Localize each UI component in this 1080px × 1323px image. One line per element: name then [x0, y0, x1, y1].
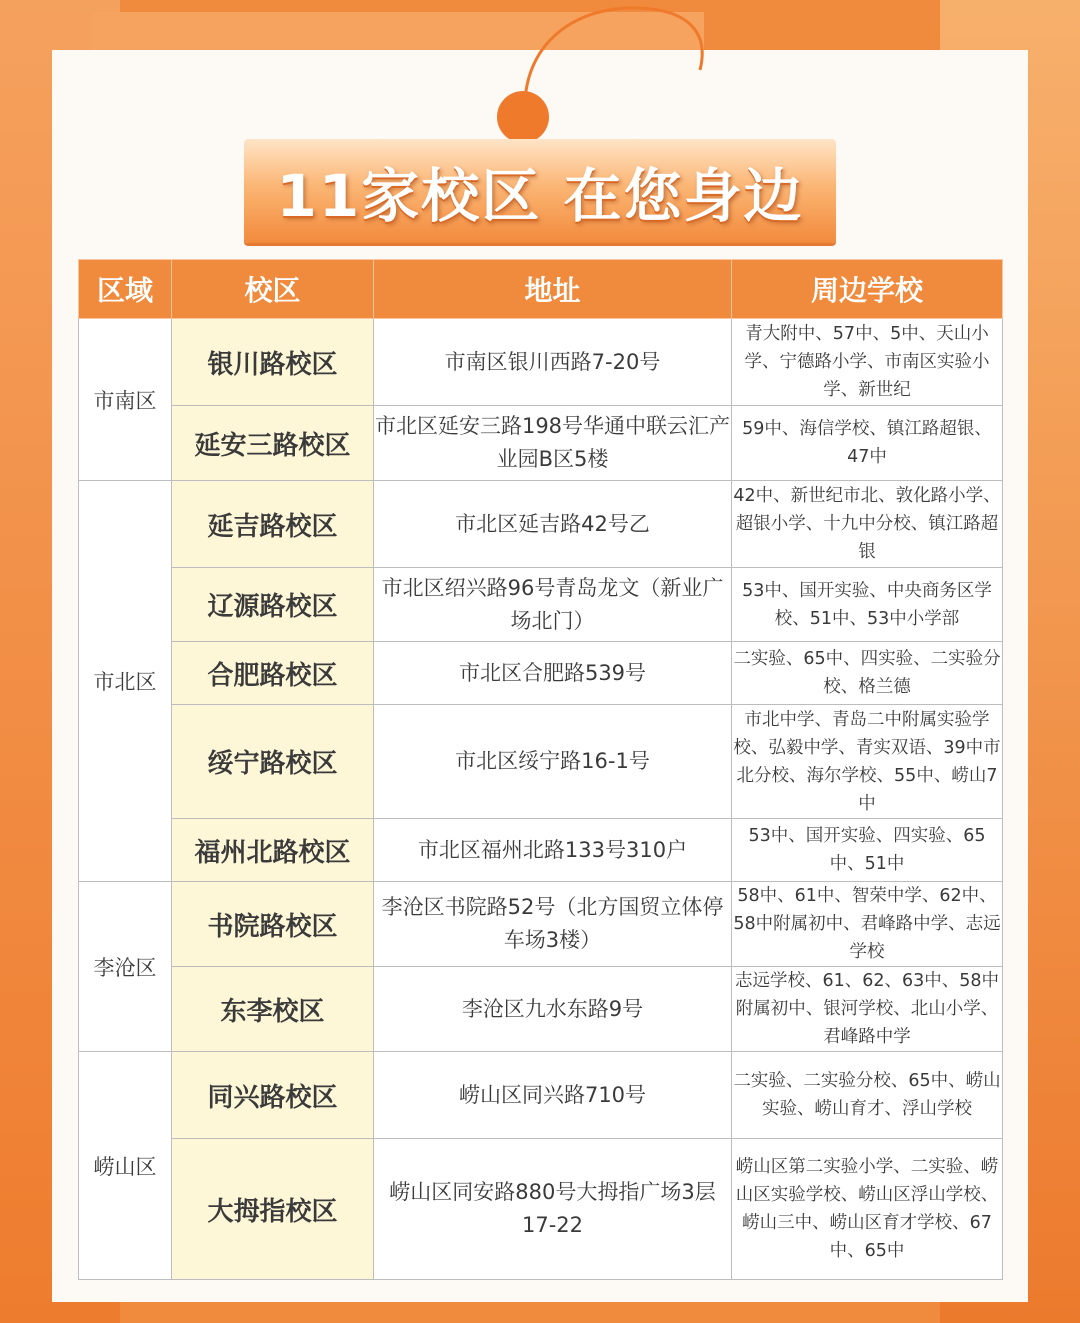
schools-cell: 53中、国开实验、中央商务区学校、51中、53中小学部	[732, 568, 1003, 642]
district-cell: 李沧区	[79, 882, 172, 1052]
district-cell: 市北区	[79, 481, 172, 882]
table-row	[79, 882, 1003, 967]
schools-cell: 二实验、65中、四实验、二实验分校、格兰德	[732, 642, 1003, 705]
campus-cell: 合肥路校区	[172, 642, 374, 705]
header-schools: 周边学校	[732, 260, 1003, 319]
campus-cell: 东李校区	[172, 967, 374, 1052]
header-campus: 校区	[172, 260, 374, 319]
table-header-row	[79, 260, 1003, 319]
schools-cell: 42中、新世纪市北、敦化路小学、超银小学、十九中分校、镇江路超银	[732, 481, 1003, 568]
table-row	[79, 319, 1003, 406]
address-cell: 市北区福州北路133号310户	[374, 819, 732, 882]
address-cell: 市北区绍兴路96号青岛龙文（新业广场北门）	[374, 568, 732, 642]
campus-cell: 书院路校区	[172, 882, 374, 967]
header-address: 地址	[374, 260, 732, 319]
campus-cell: 同兴路校区	[172, 1052, 374, 1139]
header-district: 区域	[79, 260, 172, 319]
schools-cell: 二实验、二实验分校、65中、崂山实验、崂山育才、浮山学校	[732, 1052, 1003, 1139]
table-row	[79, 481, 1003, 568]
address-cell: 市南区银川西路7-20号	[374, 319, 732, 406]
campus-cell: 大拇指校区	[172, 1139, 374, 1280]
table-row	[79, 967, 1003, 1052]
table-row	[79, 568, 1003, 642]
address-cell: 崂山区同安路880号大拇指广场3层17-22	[374, 1139, 732, 1280]
pin-icon	[497, 91, 549, 143]
district-cell: 市南区	[79, 319, 172, 481]
table-row	[79, 705, 1003, 819]
page-title: 11家校区 在您身边	[276, 162, 804, 230]
table-row	[79, 819, 1003, 882]
address-cell: 崂山区同兴路710号	[374, 1052, 732, 1139]
campus-table	[78, 259, 1003, 1280]
address-cell: 市北区绥宁路16-1号	[374, 705, 732, 819]
campus-cell: 延吉路校区	[172, 481, 374, 568]
campus-cell: 延安三路校区	[172, 406, 374, 481]
table-row	[79, 1139, 1003, 1280]
title-banner	[244, 139, 836, 243]
address-cell: 市北区合肥路539号	[374, 642, 732, 705]
address-cell: 李沧区书院路52号（北方国贸立体停车场3楼）	[374, 882, 732, 967]
address-cell: 市北区延安三路198号华通中联云汇产业园B区5楼	[374, 406, 732, 481]
campus-cell: 福州北路校区	[172, 819, 374, 882]
address-cell: 市北区延吉路42号乙	[374, 481, 732, 568]
schools-cell: 崂山区第二实验小学、二实验、崂山区实验学校、崂山区浮山学校、崂山三中、崂山区育才学校、67中、65中	[732, 1139, 1003, 1280]
schools-cell: 59中、海信学校、镇江路超银、47中	[732, 406, 1003, 481]
table-row	[79, 1052, 1003, 1139]
hanging-string-icon	[520, 0, 716, 125]
district-cell: 崂山区	[79, 1052, 172, 1280]
campus-cell: 银川路校区	[172, 319, 374, 406]
schools-cell: 58中、61中、智荣中学、62中、58中附属初中、君峰路中学、志远学校	[732, 882, 1003, 967]
campus-cell: 辽源路校区	[172, 568, 374, 642]
schools-cell: 53中、国开实验、四实验、65中、51中	[732, 819, 1003, 882]
table-row	[79, 642, 1003, 705]
schools-cell: 志远学校、61、62、63中、58中附属初中、银河学校、北山小学、君峰路中学	[732, 967, 1003, 1052]
table-row	[79, 406, 1003, 481]
schools-cell: 市北中学、青岛二中附属实验学校、弘毅中学、青实双语、39中市北分校、海尔学校、55中、崂山7中	[732, 705, 1003, 819]
address-cell: 李沧区九水东路9号	[374, 967, 732, 1052]
schools-cell: 青大附中、57中、5中、天山小学、宁德路小学、市南区实验小学、新世纪	[732, 319, 1003, 406]
campus-cell: 绥宁路校区	[172, 705, 374, 819]
